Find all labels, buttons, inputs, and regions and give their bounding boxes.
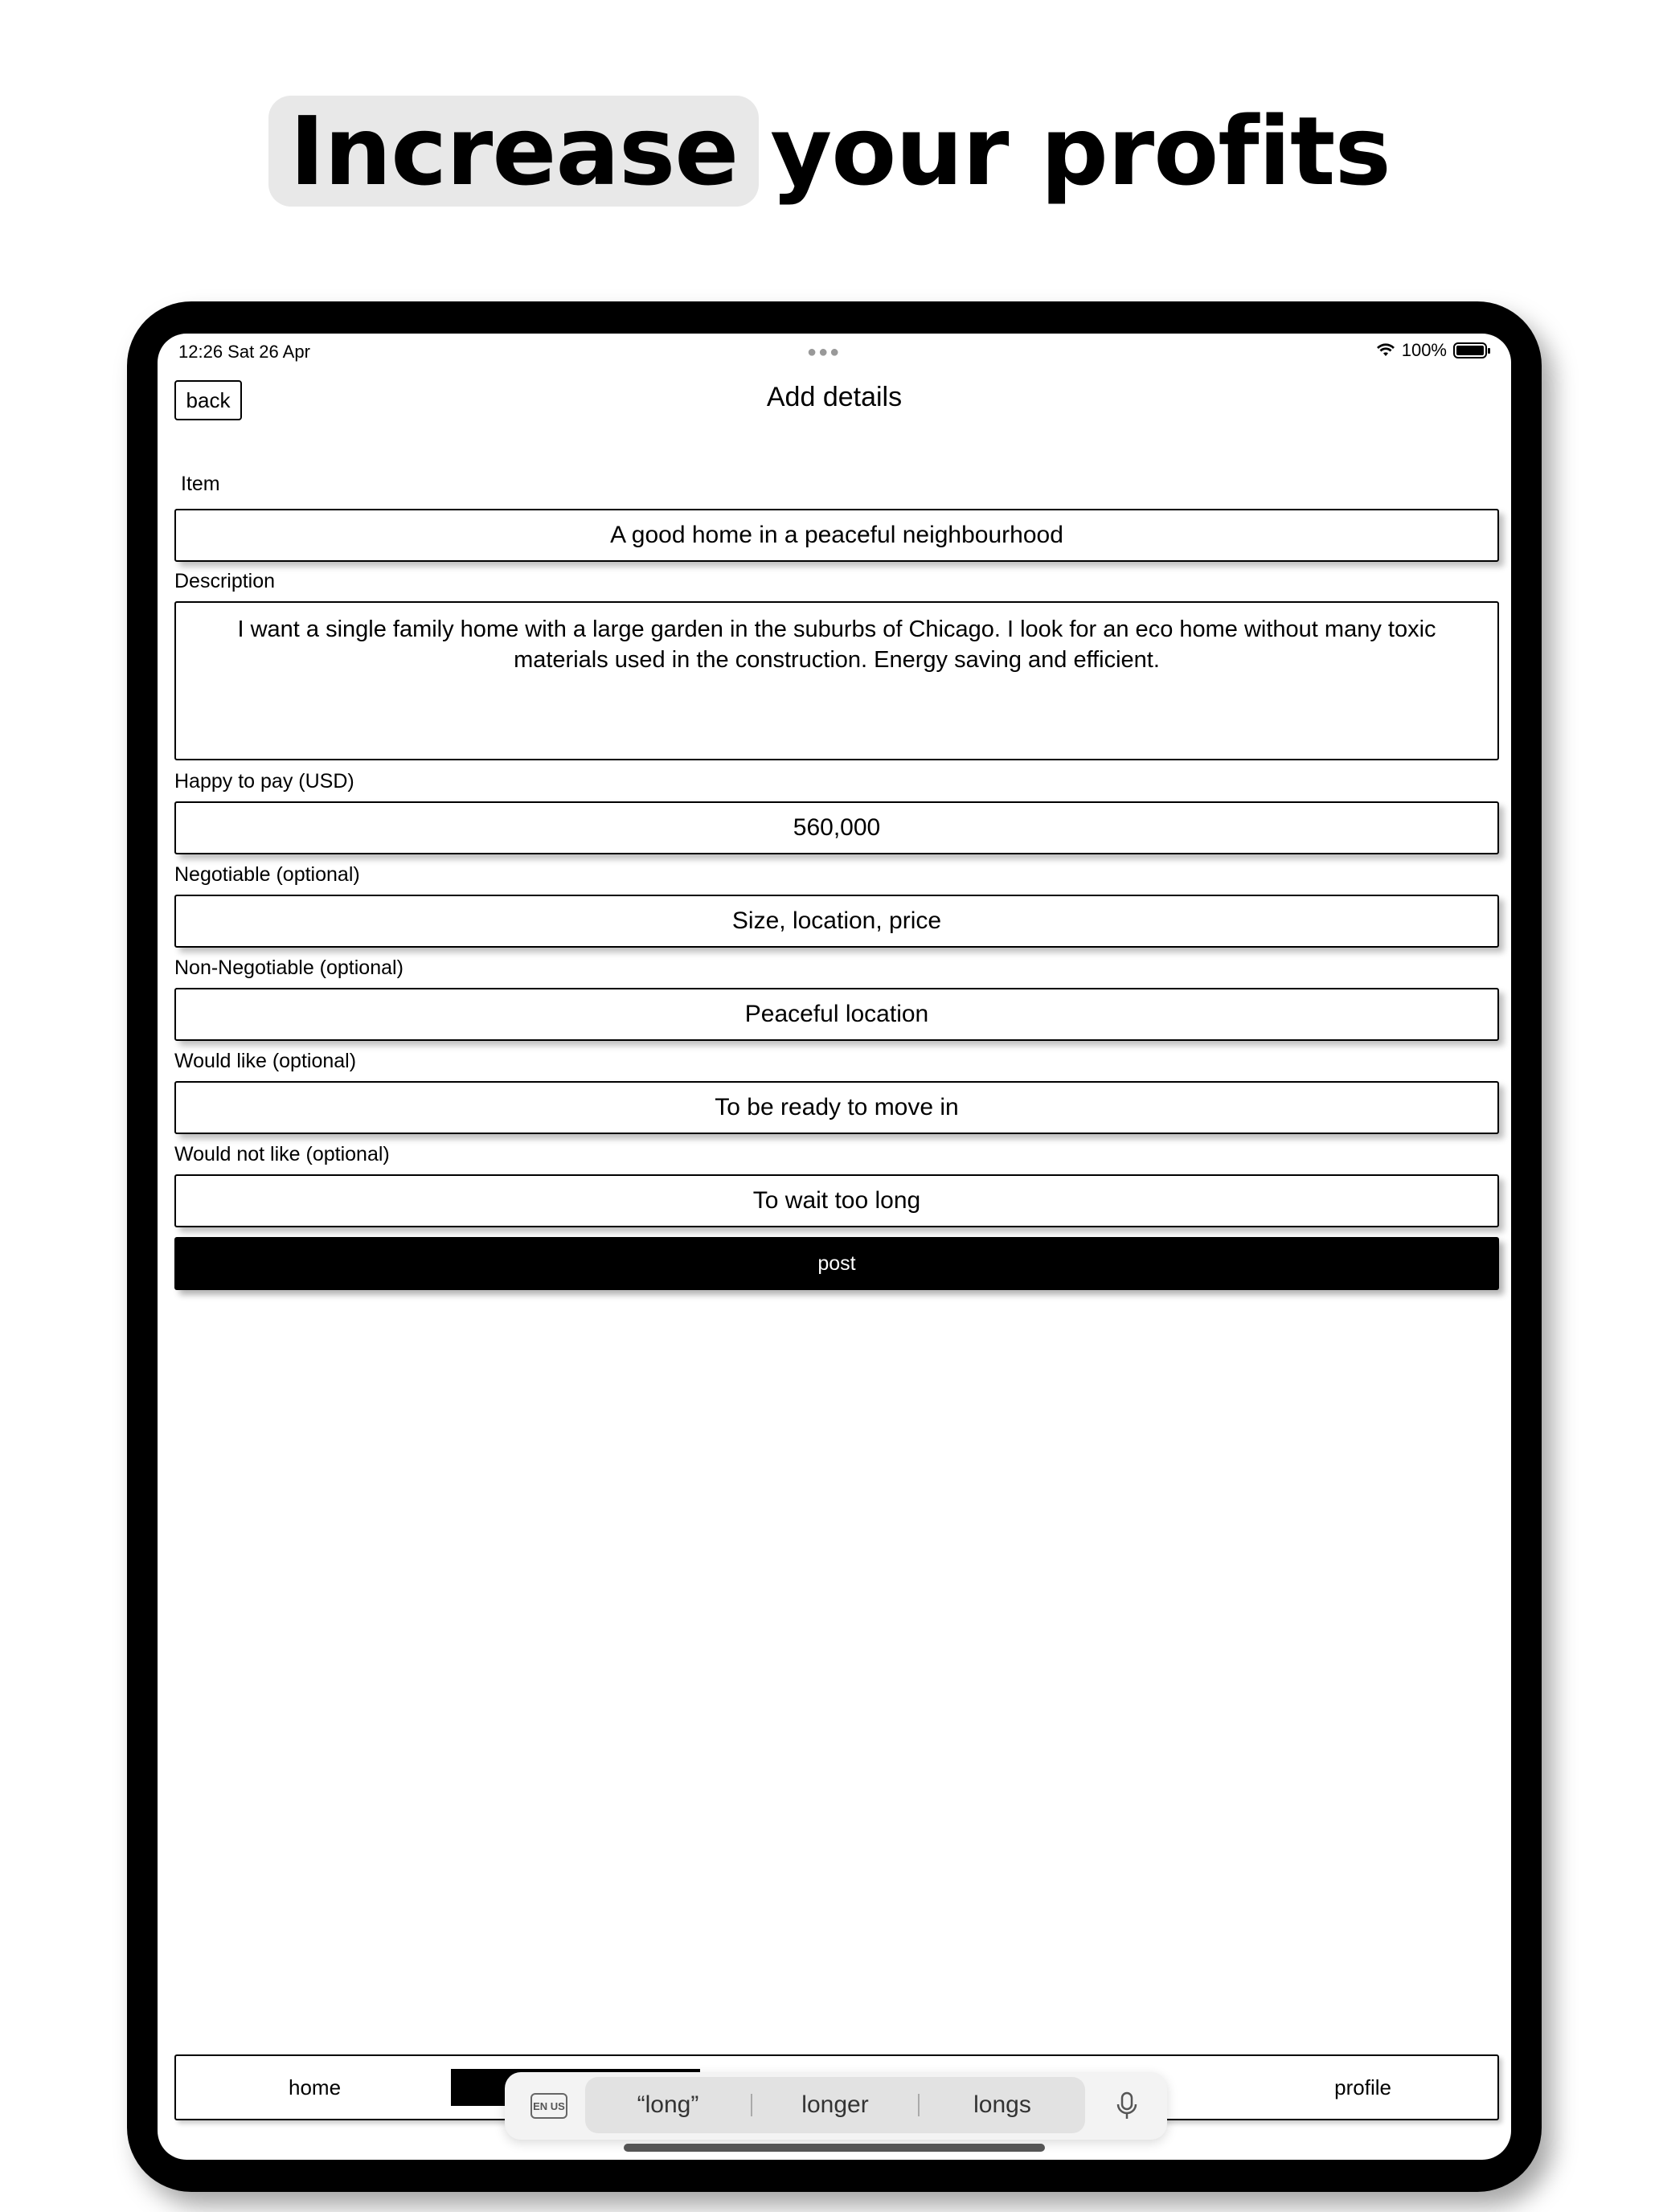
headline-highlight: Increase xyxy=(268,96,759,207)
battery-percent: 100% xyxy=(1401,340,1447,360)
status-bar xyxy=(158,334,1511,366)
status-right xyxy=(1376,340,1487,361)
battery-icon xyxy=(1453,342,1487,358)
suggestion-list xyxy=(585,2077,1085,2133)
negotiable-label: Negotiable (optional) xyxy=(174,863,360,886)
headline-rest: your profits xyxy=(770,96,1391,207)
suggestion-item[interactable]: longs xyxy=(973,2091,1031,2118)
tab-profile[interactable]: profile xyxy=(1334,2075,1391,2099)
tablet-frame xyxy=(127,301,1542,2192)
microphone-icon[interactable] xyxy=(1111,2090,1143,2122)
would-like-field[interactable]: To be ready to move in xyxy=(174,1081,1499,1134)
multitasking-dots-icon[interactable]: ●●● xyxy=(807,343,842,361)
keyboard-predictive-bar xyxy=(505,2072,1167,2140)
would-not-like-field[interactable]: To wait too long xyxy=(174,1174,1499,1227)
non-negotiable-label: Non-Negotiable (optional) xyxy=(174,956,403,979)
marketing-headline xyxy=(0,95,1659,207)
pay-field[interactable]: 560,000 xyxy=(174,801,1499,854)
status-time-date: 12:26 Sat 26 Apr xyxy=(178,342,310,362)
back-button[interactable]: back xyxy=(174,380,242,420)
suggestion-item[interactable]: “long” xyxy=(637,2091,699,2118)
app-screen xyxy=(158,334,1511,2160)
pay-label: Happy to pay (USD) xyxy=(174,770,354,793)
would-not-like-label: Would not like (optional) xyxy=(174,1143,390,1165)
page-title: Add details xyxy=(766,382,903,412)
description-field[interactable]: I want a single family home with a large garden in the suburbs of Chicago. I look for an eco home without many toxic materials used in the construction. Energy saving and efficient. xyxy=(174,601,1499,760)
post-button[interactable]: post xyxy=(174,1237,1499,1290)
keyboard-language-icon[interactable]: EN US xyxy=(530,2093,567,2119)
item-field[interactable]: A good home in a peaceful neighbourhood xyxy=(174,509,1499,562)
wifi-icon xyxy=(1376,343,1395,358)
negotiable-field[interactable]: Size, location, price xyxy=(174,895,1499,948)
non-negotiable-field[interactable]: Peaceful location xyxy=(174,988,1499,1041)
home-indicator[interactable] xyxy=(624,2144,1045,2152)
tab-home[interactable]: home xyxy=(289,2075,342,2099)
suggestion-item[interactable]: longer xyxy=(801,2091,869,2118)
description-label: Description xyxy=(174,570,276,592)
would-like-label: Would like (optional) xyxy=(174,1050,357,1072)
item-label: Item xyxy=(181,473,220,495)
